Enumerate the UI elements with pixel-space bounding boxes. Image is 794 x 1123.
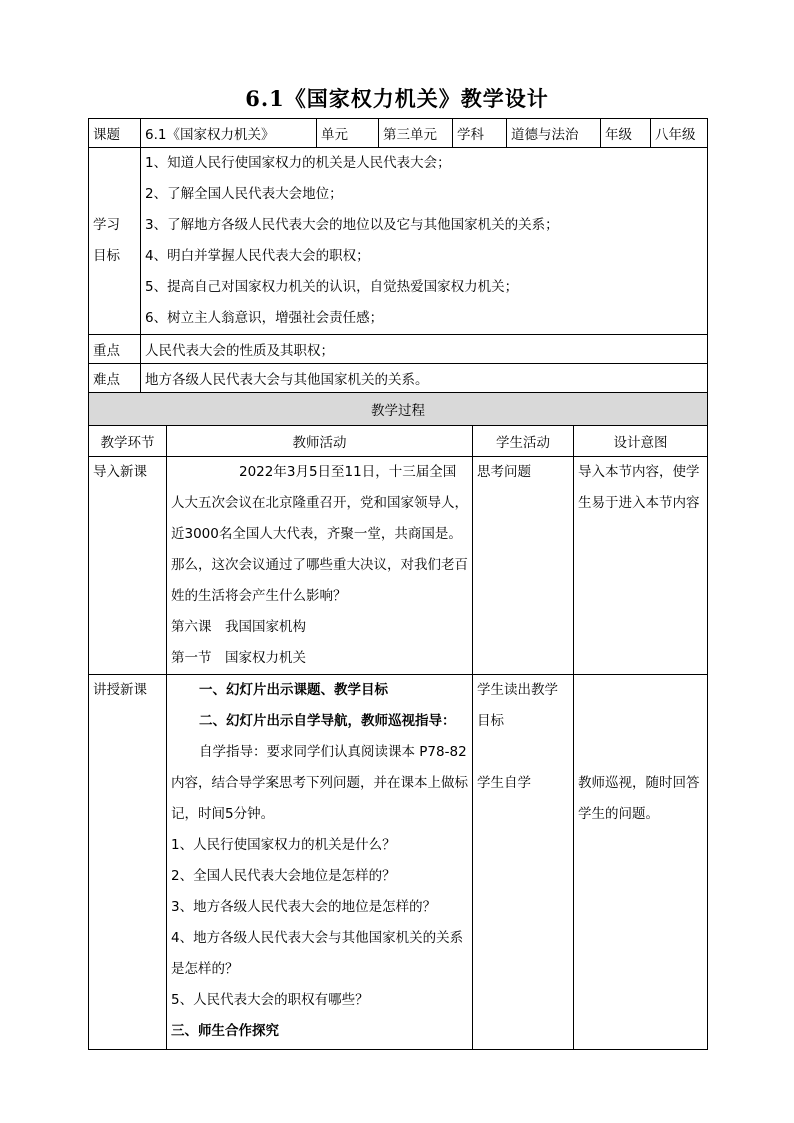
student-activity-1: 学生读出教学目标	[477, 682, 559, 729]
document-title: 6.1《国家权力机关》教学设计	[245, 86, 549, 111]
new-lesson-stage-label: 讲授新课	[93, 682, 147, 698]
key-point-label: 重点	[89, 335, 141, 364]
info-row	[89, 119, 708, 148]
new-lesson-design-intent: 教师巡视，随时回答学生的问题。	[578, 775, 700, 822]
difficulty-label: 难点	[89, 364, 141, 393]
process-column-headers	[89, 426, 708, 457]
goal-item: 5、提高自己对国家权力机关的认识，自觉热爱国家权力机关；	[145, 279, 519, 295]
self-study-guide: 自学指导：要求同学们认真阅读课本 P78-82内容，结合导学案思考下列问题，并在课本上做标记，时间5分钟。	[171, 744, 468, 822]
question-item: 2、全国人民代表大会地位是怎样的？	[171, 868, 396, 884]
question-item: 3、地方各级人民代表大会的地位是怎样的？	[171, 899, 437, 915]
topic-label: 课题	[89, 119, 141, 148]
difficulty-row	[89, 364, 708, 393]
grade-label: 年级	[601, 119, 651, 148]
process-header: 教学过程	[89, 393, 708, 426]
intro-student-activity: 思考问题	[477, 464, 532, 480]
new-lesson-stage	[89, 675, 167, 1050]
step-1: 一、幻灯片出示课题、教学目标	[199, 682, 388, 698]
grade-value: 八年级	[651, 119, 708, 148]
subject-label: 学科	[453, 119, 507, 148]
goal-item: 3、了解地方各级人民代表大会的地位以及它与其他国家机关的关系；	[145, 217, 559, 233]
intro-stage-label: 导入新课	[93, 464, 147, 480]
lesson-plan-table	[88, 118, 708, 1050]
col-header-teacher: 教师活动	[167, 426, 473, 457]
new-lesson-intent	[574, 675, 708, 1050]
goal-item: 1、知道人民行使国家权力的机关是人民代表大会；	[145, 155, 451, 171]
topic-value: 6.1《国家权力机关》	[141, 119, 317, 148]
unit-value: 第三单元	[379, 119, 453, 148]
goal-item: 4、明白并掌握人民代表大会的职权；	[145, 248, 370, 264]
intro-intent	[574, 457, 708, 675]
goals-label-line-1: 学习	[93, 217, 120, 233]
new-lesson-student	[473, 675, 574, 1050]
goals-label-line-2: 目标	[93, 248, 120, 264]
col-header-student: 学生活动	[473, 426, 574, 457]
intro-student	[473, 457, 574, 675]
key-point-row	[89, 335, 708, 364]
intro-lesson-title: 第六课 我国国家机构	[171, 619, 306, 635]
goals-row	[89, 148, 708, 335]
step-2: 二、幻灯片出示自学导航，教师巡视指导：	[199, 713, 456, 729]
intro-stage	[89, 457, 167, 675]
step-3: 三、师生合作探究	[171, 1023, 279, 1039]
new-lesson-row	[89, 675, 708, 1050]
col-header-stage: 教学环节	[89, 426, 167, 457]
intro-section-title: 第一节 国家权力机关	[171, 650, 306, 666]
new-lesson-teacher	[167, 675, 473, 1050]
question-item: 1、人民行使国家权力的机关是什么？	[171, 837, 396, 853]
goal-item: 2、了解全国人民代表大会地位；	[145, 186, 343, 202]
subject-value: 道德与法治	[507, 119, 601, 148]
difficulty-value: 地方各级人民代表大会与其他国家机关的关系。	[141, 364, 708, 393]
unit-label: 单元	[317, 119, 379, 148]
intro-design-intent: 导入本节内容，使学生易于进入本节内容	[578, 464, 700, 511]
question-item: 4、地方各级人民代表大会与其他国家机关的关系是怎样的？	[171, 930, 464, 977]
process-header-row	[89, 393, 708, 426]
intro-row	[89, 457, 708, 675]
goals-list	[141, 148, 708, 335]
key-point-value: 人民代表大会的性质及其职权；	[141, 335, 708, 364]
intro-teacher	[167, 457, 473, 675]
intro-teacher-paragraph: 2022年3月5日至11日，十三届全国人大五次会议在北京隆重召开，党和国家领导人，近3000名全国人大代表，齐聚一堂，共商国是。那么，这次会议通过了哪些重大决议，对我们老百姓的生活将会产生什么影响？	[171, 464, 468, 604]
goals-label	[89, 148, 141, 335]
student-activity-2: 学生自学	[477, 775, 532, 791]
question-item: 5、人民代表大会的职权有哪些？	[171, 992, 369, 1008]
col-header-intent: 设计意图	[574, 426, 708, 457]
goal-item: 6、树立主人翁意识，增强社会责任感；	[145, 310, 384, 326]
